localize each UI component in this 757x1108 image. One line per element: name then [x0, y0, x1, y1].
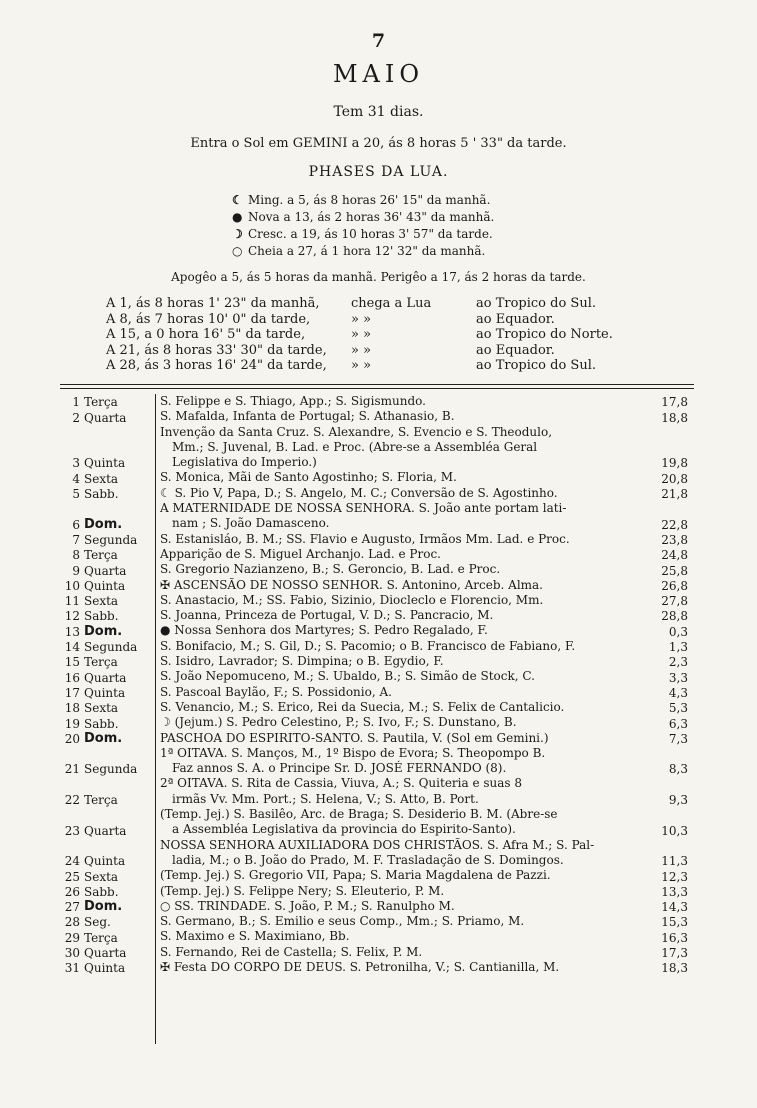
- weekday: Segunda: [84, 762, 138, 777]
- day-row: [60, 899, 694, 914]
- day-entry-line: S. Pascoal Baylão, F.; S. Possidonio, A.: [160, 684, 392, 699]
- tropic-verb: » »: [351, 342, 372, 358]
- weekday: Quarta: [84, 670, 127, 685]
- weekday: Seg.: [84, 915, 111, 930]
- day-entry: [154, 960, 650, 975]
- day-entry: [154, 578, 650, 593]
- tropic-row: [106, 312, 613, 328]
- weekday: Sexta: [84, 471, 119, 486]
- month-title: MAIO: [332, 60, 425, 88]
- tropic-verb: » »: [351, 358, 372, 373]
- day-number: 27: [64, 900, 80, 915]
- day-entry: [154, 669, 650, 684]
- day-entry: [154, 929, 650, 944]
- day-entry: [154, 486, 650, 501]
- moon-phase-text: Nova a 13, ás 2 horas 36' 43" da manhã.: [248, 210, 495, 224]
- day-number: 6: [72, 517, 80, 532]
- day-row: [60, 960, 694, 975]
- day-row: [60, 884, 694, 899]
- moon-age: 10,3: [661, 823, 688, 838]
- moon-age: 15,3: [661, 915, 688, 930]
- day-number: 18: [64, 701, 80, 716]
- tropic-row: [106, 343, 613, 359]
- day-row: [60, 838, 694, 869]
- weekday: Sabb.: [84, 487, 119, 502]
- day-row: [60, 623, 694, 638]
- day-row: [60, 746, 694, 777]
- day-row: [60, 914, 694, 929]
- tropic-time: A 15, a 0 hora 16' 5" da tarde,: [106, 327, 306, 342]
- day-number: 29: [64, 930, 80, 945]
- day-row: [60, 685, 694, 700]
- moon-phases: [232, 192, 494, 260]
- moon-age: 9,3: [668, 793, 688, 808]
- moon-phase-row: [232, 209, 494, 226]
- tropic-row: [106, 358, 613, 374]
- tropic-target: ao Equador.: [476, 342, 555, 358]
- moon-age: 20,8: [661, 471, 688, 486]
- day-entry-line: Mm.; S. Juvenal, B. Lad. e Proc. (Abre-se a Assembléa Geral: [172, 439, 538, 454]
- day-entry: [154, 838, 650, 869]
- day-entry: [154, 945, 650, 960]
- day-number: 17: [64, 685, 80, 700]
- day-entry: [154, 700, 650, 715]
- tropic-target: ao Tropico do Sul.: [476, 358, 596, 373]
- tropic-time: A 28, ás 3 horas 16' 24" da tarde,: [106, 358, 327, 373]
- weekday: Quinta: [84, 961, 126, 976]
- day-number: 13: [64, 624, 80, 639]
- day-entry: [154, 547, 650, 562]
- day-entry-line: 1ª OITAVA. S. Manços, M., 1º Bispo de Evora; S. Theopompo B.: [160, 745, 546, 760]
- weekday: Terça: [84, 930, 118, 945]
- day-entry: [154, 501, 650, 532]
- tropic-verb: » »: [351, 327, 372, 342]
- tropic-time: A 8, ás 7 horas 10' 0" da tarde,: [106, 311, 311, 327]
- weekday: Terça: [84, 548, 118, 563]
- moon-age: 7,3: [668, 731, 688, 746]
- weekday: Quarta: [84, 945, 127, 960]
- day-entry: [154, 914, 650, 929]
- moon-age: 19,8: [661, 456, 688, 471]
- day-row: [60, 394, 694, 409]
- day-row: [60, 608, 694, 623]
- day-row: [60, 486, 694, 501]
- moon-age: 4,3: [668, 685, 688, 700]
- moon-phase-text: Ming. a 5, ás 8 horas 26' 15" da manhã.: [248, 193, 491, 207]
- sun-entry: Entra o Sol em GEMINI a 20, ás 8 horas 5 ' 33" da tarde.: [190, 136, 567, 151]
- weekday: Segunda: [84, 640, 138, 655]
- weekday: Quinta: [84, 578, 126, 593]
- day-entry-line: S. Monica, Mãi de Santo Agostinho; S. Floria, M.: [160, 470, 457, 485]
- tropic-verb: » »: [351, 311, 372, 327]
- moon-age: 17,3: [661, 945, 688, 960]
- day-entry: [154, 593, 650, 608]
- day-row: [60, 501, 694, 532]
- day-entry-line: PASCHOA DO ESPIRITO-SANTO. S. Pautila, V. (Sol em Gemini.): [160, 730, 549, 745]
- moon-phase-text: Cheia a 27, á 1 hora 12' 32" da manhã.: [248, 244, 486, 258]
- moon-age: 25,8: [661, 563, 688, 578]
- day-row: [60, 654, 694, 669]
- weekday: Terça: [84, 395, 118, 410]
- weekday: Sexta: [84, 594, 119, 609]
- moon-age: 22,8: [661, 517, 688, 532]
- moon-phase-icon: ●: [232, 210, 243, 224]
- moon-age: 2,3: [668, 655, 688, 670]
- day-number: 8: [72, 548, 80, 563]
- day-entry-line: S. Estanisláo, B. M.; SS. Flavio e Augusto, Irmãos Mm. Lad. e Proc.: [160, 531, 570, 546]
- moon-age: 11,3: [661, 854, 688, 869]
- day-entry-line: S. Bonifacio, M.; S. Gil, D.; S. Pacomio; o B. Francisco de Fabiano, F.: [160, 638, 576, 653]
- day-number: 22: [64, 793, 80, 808]
- phases-title: PHASES DA LUA.: [308, 164, 449, 180]
- weekday: Sexta: [84, 701, 119, 716]
- moon-age: 28,8: [661, 609, 688, 624]
- day-entry: [154, 470, 650, 485]
- day-entry-line: Faz annos S. A. o Principe Sr. D. JOSÉ FERNANDO (8).: [172, 761, 507, 776]
- weekday: Sabb.: [84, 716, 119, 731]
- day-row: [60, 929, 694, 944]
- moon-age: 18,8: [661, 410, 688, 425]
- day-entry: [154, 394, 650, 409]
- day-entry-line: (Temp. Jej.) S. Felippe Nery; S. Eleuterio, P. M.: [160, 883, 445, 898]
- day-entry: [154, 562, 650, 577]
- day-entry-line: S. Maximo e S. Maximiano, Bb.: [160, 929, 350, 944]
- table-top-rule: [60, 384, 694, 385]
- day-entry-line: S. Fernando, Rei de Castella; S. Felix, P. M.: [160, 944, 423, 959]
- weekday: Quarta: [84, 823, 127, 838]
- moon-phase-icon: ○: [232, 244, 243, 258]
- day-row: [60, 409, 694, 424]
- moon-age: 26,8: [661, 578, 688, 593]
- day-number: 2: [72, 410, 80, 425]
- day-entry-line: S. Anastacio, M.; SS. Fabio, Sizinio, Diocleclo e Florencio, Mm.: [160, 592, 544, 607]
- weekday: Sexta: [84, 869, 119, 884]
- day-row: [60, 425, 694, 471]
- day-number: 19: [64, 716, 80, 731]
- day-entry-line: ✠ ASCENSÃO DE NOSSO SENHOR. S. Antonino, Arceb. Alma.: [160, 577, 543, 592]
- moon-phase-icon: ☽: [232, 227, 243, 241]
- moon-age: 5,3: [668, 701, 688, 716]
- day-entry: [154, 884, 650, 899]
- day-entry-line: S. Felippe e S. Thiago, App.; S. Sigismundo.: [160, 394, 426, 408]
- table-top-rule-2: [60, 388, 694, 389]
- weekday: Segunda: [84, 532, 138, 547]
- day-entry: [154, 608, 650, 623]
- day-row: [60, 470, 694, 485]
- days-count: Tem 31 dias.: [333, 104, 424, 120]
- moon-age: 27,8: [661, 594, 688, 609]
- day-number: 4: [72, 471, 80, 486]
- day-entry-line: S. João Nepomuceno, M.; S. Ubaldo, B.; S. Simão de Stock, C.: [160, 669, 535, 684]
- day-entry-line: Apparição de S. Miguel Archanjo. Lad. e Proc.: [160, 546, 441, 561]
- day-entry: [154, 685, 650, 700]
- day-number: 20: [64, 731, 80, 746]
- day-entry: [154, 776, 650, 807]
- weekday: Sabb.: [84, 884, 119, 899]
- moon-age: 6,3: [668, 716, 688, 731]
- day-entry: [154, 623, 650, 638]
- day-row: [60, 593, 694, 608]
- moon-phase-text: Cresc. a 19, ás 10 horas 3' 57" da tarde.: [248, 227, 493, 241]
- day-number: 25: [64, 869, 80, 884]
- day-entry-line: ○ SS. TRINDADE. S. João, P. M.; S. Ranulpho M.: [160, 898, 455, 913]
- day-number: 14: [64, 640, 80, 655]
- day-row: [60, 700, 694, 715]
- moon-age: 0,3: [668, 624, 688, 639]
- day-entry: [154, 868, 650, 883]
- day-row: [60, 547, 694, 562]
- day-row: [60, 532, 694, 547]
- day-number: 3: [72, 456, 80, 471]
- moon-age: 8,3: [668, 762, 688, 777]
- day-row: [60, 562, 694, 577]
- day-entry: [154, 746, 650, 777]
- calendar-table: [60, 394, 694, 975]
- day-number: 24: [64, 854, 80, 869]
- day-entry-line: (Temp. Jej.) S. Basilêo, Arc. de Braga; S. Desiderio B. M. (Abre-se: [160, 807, 558, 822]
- day-number: 7: [72, 532, 80, 547]
- day-number: 31: [64, 961, 80, 976]
- day-entry-line: S. Venancio, M.; S. Erico, Rei da Suecia, M.; S. Felix de Cantalicio.: [160, 699, 565, 714]
- day-row: [60, 639, 694, 654]
- tropic-time: A 1, ás 8 horas 1' 23" da manhã,: [106, 296, 320, 311]
- tropic-time: A 21, ás 8 horas 33' 30" da tarde,: [106, 342, 327, 358]
- page-number: 7: [371, 30, 386, 52]
- weekday: Dom.: [84, 730, 123, 746]
- tropic-row: [106, 327, 613, 343]
- day-entry-line: S. Germano, B.; S. Emilio e seus Comp., Mm.; S. Priamo, M.: [160, 914, 525, 929]
- day-entry: [154, 425, 650, 471]
- day-number: 28: [64, 915, 80, 930]
- day-entry-line: S. Mafalda, Infanta de Portugal; S. Athanasio, B.: [160, 409, 455, 424]
- day-entry: [154, 715, 650, 730]
- tropic-verb: chega a Lua: [351, 296, 432, 311]
- moon-age: 23,8: [661, 532, 688, 547]
- moon-age: 3,3: [668, 670, 688, 685]
- day-entry-line: a Assembléa Legislativa da provincia do Espirito-Santo).: [172, 822, 516, 837]
- tropic-row: [106, 296, 613, 312]
- day-entry-line: irmãs Vv. Mm. Port.; S. Helena, V.; S. Atto, B. Port.: [172, 791, 479, 806]
- day-number: 11: [64, 594, 80, 609]
- day-entry: [154, 731, 650, 746]
- day-number: 21: [64, 762, 80, 777]
- weekday: Quarta: [84, 410, 127, 425]
- day-entry-line: Legislativa do Imperio.): [172, 455, 317, 470]
- tropic-crossings: [106, 296, 613, 374]
- day-number: 23: [64, 823, 80, 838]
- day-entry-line: ☾ S. Pio V, Papa, D.; S. Angelo, M. C.; Conversão de S. Agostinho.: [160, 485, 558, 500]
- moon-age: 1,3: [668, 640, 688, 655]
- day-row: [60, 731, 694, 746]
- day-number: 9: [72, 563, 80, 578]
- tropic-target: ao Tropico do Sul.: [476, 296, 596, 311]
- moon-phase-row: [232, 192, 494, 209]
- weekday: Quarta: [84, 563, 127, 578]
- moon-age: 12,3: [661, 869, 688, 884]
- weekday: Quinta: [84, 685, 126, 700]
- day-number: 5: [72, 487, 80, 502]
- day-entry: [154, 807, 650, 838]
- weekday: Terça: [84, 793, 118, 808]
- day-number: 15: [64, 655, 80, 670]
- day-row: [60, 776, 694, 807]
- moon-phase-row: [232, 226, 494, 243]
- day-number: 30: [64, 945, 80, 960]
- tropic-target: ao Equador.: [476, 311, 555, 327]
- day-entry-line: ✠ Festa DO CORPO DE DEUS. S. Petronilha, V.; S. Cantianilla, M.: [160, 959, 560, 974]
- weekday: Dom.: [84, 623, 123, 639]
- day-entry-line: ladia, M.; o B. João do Prado, M. F. Trasladação de S. Domingos.: [172, 852, 564, 867]
- day-number: 16: [64, 670, 80, 685]
- day-entry-line: NOSSA SENHORA AUXILIADORA DOS CHRISTÃOS. S. Afra M.; S. Pal-: [160, 837, 595, 852]
- day-entry-line: ● Nossa Senhora dos Martyres; S. Pedro Regalado, F.: [160, 623, 488, 638]
- tropic-target: ao Tropico do Norte.: [476, 327, 613, 342]
- day-row: [60, 669, 694, 684]
- weekday: Quinta: [84, 854, 126, 869]
- weekday: Sabb.: [84, 609, 119, 624]
- moon-age: 13,3: [661, 884, 688, 899]
- day-row: [60, 715, 694, 730]
- day-row: [60, 578, 694, 593]
- day-row: [60, 868, 694, 883]
- day-number: 10: [64, 578, 80, 593]
- day-entry-line: A MATERNIDADE DE NOSSA SENHORA. S. João ante portam lati-: [160, 501, 567, 516]
- day-row: [60, 945, 694, 960]
- moon-phase-row: [232, 243, 494, 260]
- day-entry: [154, 654, 650, 669]
- day-entry: [154, 899, 650, 914]
- day-number: 1: [72, 395, 80, 410]
- day-entry-line: 2ª OITAVA. S. Rita de Cassia, Viuva, A.; S. Quiteria e suas 8: [160, 776, 523, 791]
- day-entry-line: Invenção da Santa Cruz. S. Alexandre, S. Evencio e S. Theodulo,: [160, 424, 553, 439]
- day-row: [60, 807, 694, 838]
- moon-age: 21,8: [661, 487, 688, 502]
- day-entry-line: S. Isidro, Lavrador; S. Dimpina; o B. Egydio, F.: [160, 654, 444, 669]
- weekday: Dom.: [84, 516, 123, 532]
- weekday: Terça: [84, 655, 118, 670]
- day-entry-line: ☽ (Jejum.) S. Pedro Celestino, P.; S. Ivo, F.; S. Dunstano, B.: [160, 715, 517, 730]
- day-entry-line: (Temp. Jej.) S. Gregorio VII, Papa; S. Maria Magdalena de Pazzi.: [160, 868, 551, 883]
- moon-age: 14,3: [661, 900, 688, 915]
- day-entry: [154, 409, 650, 424]
- moon-age: 24,8: [661, 548, 688, 563]
- day-entry-line: S. Gregorio Nazianzeno, B.; S. Geroncio, B. Lad. e Proc.: [160, 562, 501, 577]
- moon-age: 16,3: [661, 930, 688, 945]
- day-number: 12: [64, 609, 80, 624]
- day-entry: [154, 532, 650, 547]
- moon-age: 17,8: [661, 395, 688, 410]
- day-entry: [154, 639, 650, 654]
- weekday: Quinta: [84, 456, 126, 471]
- day-number: 26: [64, 884, 80, 899]
- apogee-perigee: Apogêo a 5, ás 5 horas da manhã. Perigêo a 17, ás 2 horas da tarde.: [171, 270, 586, 284]
- weekday: Dom.: [84, 899, 123, 915]
- moon-age: 18,3: [661, 961, 688, 976]
- day-entry-line: nam ; S. João Damasceno.: [172, 516, 330, 531]
- day-entry-line: S. Joanna, Princeza de Portugal, V. D.; S. Pancracio, M.: [160, 608, 494, 623]
- moon-phase-icon: ☾: [232, 193, 243, 207]
